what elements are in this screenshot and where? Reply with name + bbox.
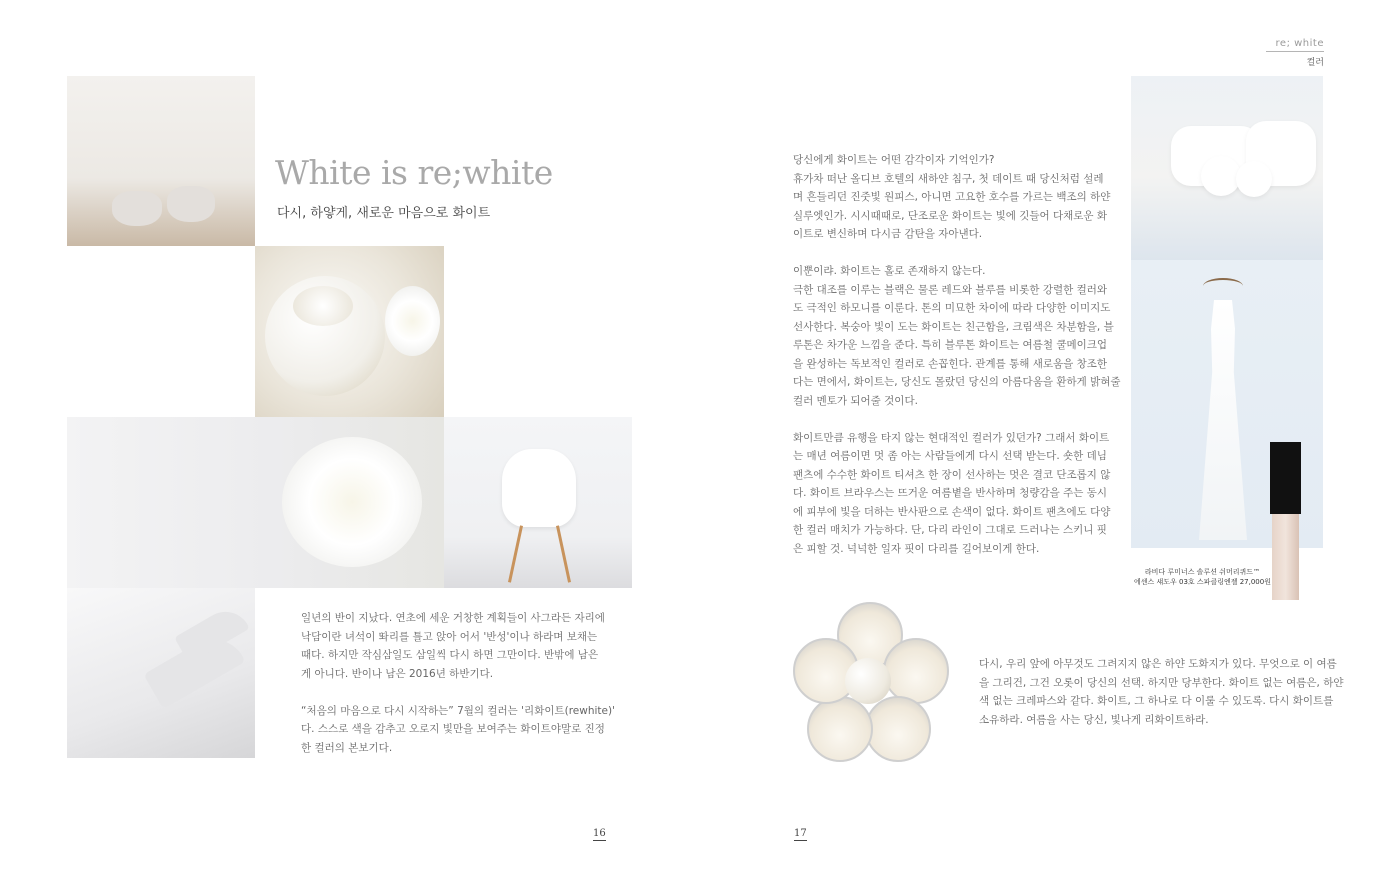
white-pillows-photo [1131,76,1323,260]
text-line: 다시, 우리 앞에 아무것도 그려지지 않은 하얀 도화지가 있다. 무엇으로 이 여름 [979,658,1337,670]
text-line: 을 그리건, 그건 오롯이 당신의 선택. 하지만 당부한다. 화이트 없는 여름은, 하얀 [979,676,1344,689]
pearl-flower-brooch-photo [793,600,943,765]
product-caption [1134,567,1271,587]
text-line: 때다. 하지만 작심삼일도 삼일씩 다시 하면 그만이다. 반밖에 남은 [301,649,599,661]
text-line: “처음의 마음으로 다시 시작하는” 7월의 컬러는 '리화이트(rewhite)' [301,704,615,717]
white-ranunculus-photo [67,417,444,588]
right-paragraph-3 [793,429,1121,559]
text-line: 컬러 멘토가 되어줄 것이다. [793,394,918,407]
article-subtitle: 다시, 하얗게, 새로운 마음으로 화이트 [277,206,491,221]
left-paragraph-1 [301,609,615,683]
text-line: 게 아니다. 반이나 남은 2016년 하반기다. [301,667,494,680]
text-line: 소유하라. 여름을 사는 당신, 빛나게 리화이트하라. [979,713,1209,726]
text-line: 낙담이란 녀석이 똬리를 틀고 앉아 어서 '반성'이나 하라며 보채는 [301,630,598,643]
right-paragraph-1 [793,151,1121,244]
white-heels-photo [67,588,255,758]
text-line: 극한 대조를 이루는 블랙은 물론 레드와 블루를 비롯한 강렬한 컬러와 [793,283,1108,296]
text-line: 은 피할 것. 넉넉한 일자 핏이 다리를 길어보이게 한다. [793,542,1040,555]
left-paragraph-2 [301,702,615,758]
text-line: 다. 화이트 브라우스는 뜨거운 여름볕을 반사하며 청량감을 주는 동시 [793,487,1108,499]
text-line: 다는 면에서, 화이트는, 당신도 몰랐던 당신의 아름다움을 환하게 밝혀줄 [793,376,1121,388]
caption-line: 라비다 루미너스 솔루션 쉬머리퀴드™ [1144,568,1260,576]
right-paragraph-2 [793,262,1121,410]
text-line: 당신에게 화이트는 어떤 감각이자 기억인가? [793,154,995,166]
text-line: 다. 스스로 색을 감추고 오로지 빛만을 보여주는 화이트야말로 진정 [301,723,605,735]
text-line: 선사한다. 복숭아 빛이 도는 화이트는 친근함을, 크림색은 차분함을, 블 [793,320,1114,333]
page-number-right: 17 [794,828,807,839]
closing-text [979,655,1344,729]
cosmetic-cap [1270,442,1301,514]
text-line: 도 극적인 하모니를 이룬다. 톤의 미묘한 차이에 따라 다양한 이미지도 [793,302,1111,314]
text-line: 며 흔들리던 진줏빛 원피스, 아니면 고요한 호수를 가르는 백조의 하얀 [793,191,1111,203]
text-line: 색 없는 크레파스와 같다. 화이트, 그 하나로 다 이룰 수 있도록. 다시 화이트를 [979,695,1334,707]
text-line: 일년의 반이 지났다. 연초에 세운 거창한 계획들이 사그라든 자리에 [301,612,605,624]
text-line: 실루엣인가. 시시때때로, 단조로운 화이트는 빛에 깃들어 다채로운 화 [793,209,1108,222]
section-label: 컬러 [1306,58,1324,68]
text-line: 화이트만큼 유행을 타지 않는 현대적인 컬러가 있던가? 그래서 화이트 [793,431,1110,444]
caption-line: 에센스 섀도우 03호 스파클링엔젤 27,000원 [1134,578,1271,586]
text-line: 에 피부에 빛을 더하는 반사판으로 손색이 없다. 화이트 팬츠에도 다양 [793,505,1111,518]
magazine-brand: re; white [1266,38,1324,52]
text-line: 루톤은 차가운 느낌을 준다. 특히 블루톤 화이트는 여름철 쿨메이크업 [793,339,1108,351]
cosmetic-tube-photo [1272,514,1299,600]
article-title: White is re;white [275,153,553,192]
text-line: 이트로 변신하며 다시금 감탄을 자아낸다. [793,228,983,240]
text-line: 휴가차 떠난 올디브 호텔의 새하얀 침구, 첫 데이트 때 당신처럼 설레 [793,172,1104,185]
page-number-left: 16 [593,828,606,839]
white-teapot-photo [255,246,444,417]
text-line: 한 컬러의 본보기다. [301,741,393,754]
left-body-text [301,609,615,776]
text-line: 팬츠에 수수한 화이트 티셔츠 한 장이 선사하는 멋은 결코 단조롭지 않 [793,468,1111,481]
white-chair-photo [444,417,632,588]
text-line: 이뿐이랴. 화이트는 홀로 존재하지 않는다. [793,265,986,277]
text-line: 는 매년 여름이면 멋 좀 아는 사람들에게 다시 선택 받는다. 숏한 데님 [793,450,1107,462]
text-line: 을 완성하는 독보적인 컬러로 손꼽힌다. 관계를 통해 새로움을 창조한 [793,357,1108,370]
right-body-text [793,151,1121,577]
text-line: 한 컬러 매치가 가능하다. 단, 다리 라인이 그대로 드러나는 스키니 핏 [793,524,1107,536]
white-wedding-shoes-photo [67,76,255,246]
